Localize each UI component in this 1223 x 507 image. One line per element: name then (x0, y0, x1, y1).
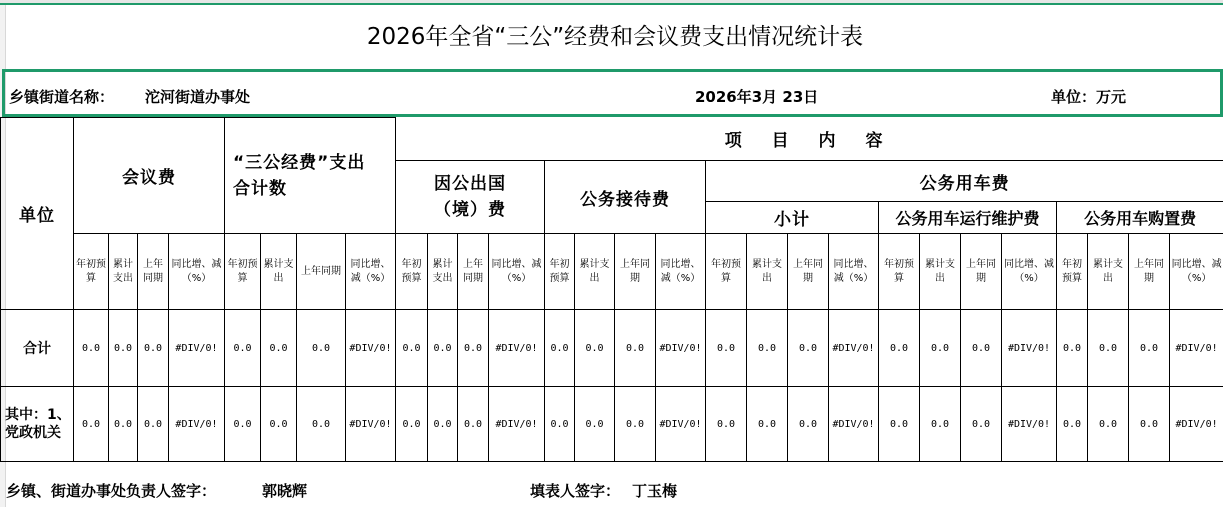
value-cell[interactable]: 0.0 (109, 387, 138, 462)
value-cell[interactable]: 0.0 (575, 387, 615, 462)
value-cell[interactable]: 0.0 (396, 310, 428, 387)
header-vehicle-purchase: 公务用车购置费 (1057, 202, 1223, 234)
header-overseas: 因公出国（境）费 (396, 161, 545, 234)
value-cell[interactable]: 0.0 (879, 310, 920, 387)
value-cell[interactable]: 0.0 (575, 310, 615, 387)
subheader-cell: 年初预算 (1057, 234, 1088, 310)
row-label[interactable]: 合计 (1, 310, 74, 387)
value-cell[interactable]: 0.0 (788, 310, 829, 387)
value-cell[interactable]: 0.0 (74, 310, 109, 387)
value-cell[interactable]: 0.0 (225, 310, 261, 387)
subheader-cell: 上年同期 (961, 234, 1002, 310)
value-cell[interactable]: 0.0 (788, 387, 829, 462)
value-cell[interactable]: 0.0 (920, 387, 961, 462)
subheader-cell: 年初预算 (225, 234, 261, 310)
subheader-cell: 上年同期 (297, 234, 346, 310)
header-vehicle: 公务用车费 (706, 161, 1223, 202)
subheader-cell: 累计支出 (109, 234, 138, 310)
value-cell[interactable]: #DIV/0! (169, 310, 225, 387)
subheader-cell: 年初预算 (74, 234, 109, 310)
subheader-cell: 上年同期 (788, 234, 829, 310)
value-cell[interactable]: 0.0 (706, 387, 747, 462)
header-sangong-total: “三公经费”支出 合计数 (225, 118, 396, 234)
subheader-cell: 累计支出 (747, 234, 788, 310)
subheader-cell: 年初预算 (879, 234, 920, 310)
value-cell[interactable]: #DIV/0! (489, 387, 545, 462)
value-cell[interactable]: #DIV/0! (346, 310, 396, 387)
value-cell[interactable]: #DIV/0! (169, 387, 225, 462)
subheader-cell: 年初预算 (396, 234, 428, 310)
value-cell[interactable]: 0.0 (74, 387, 109, 462)
info-row-selected[interactable] (2, 69, 1223, 117)
column-header-strip (0, 0, 1223, 5)
value-cell[interactable]: 0.0 (138, 310, 169, 387)
subheader-cell: 年初预算 (545, 234, 575, 310)
value-cell[interactable]: 0.0 (458, 310, 489, 387)
value-cell[interactable]: 0.0 (615, 387, 656, 462)
report-date: 2026年3月 23日 (695, 88, 819, 106)
value-cell[interactable]: 0.0 (706, 310, 747, 387)
subheader-cell: 累计支出 (1088, 234, 1129, 310)
subheader-cell: 同比增、减（%） (1170, 234, 1223, 310)
district-value: 沱河街道办事处 (145, 88, 251, 106)
value-cell[interactable]: 0.0 (920, 310, 961, 387)
filler-signature-name: 丁玉梅 (632, 482, 678, 500)
header-reception: 公务接待费 (545, 161, 706, 234)
value-cell[interactable]: #DIV/0! (1002, 310, 1057, 387)
value-cell[interactable]: 0.0 (297, 310, 346, 387)
subheader-cell: 同比增、减（%） (489, 234, 545, 310)
value-cell[interactable]: 0.0 (261, 310, 297, 387)
table-row (1, 387, 1223, 462)
value-cell[interactable]: 0.0 (261, 387, 297, 462)
value-cell[interactable]: 0.0 (747, 310, 788, 387)
subheader-cell: 年初预算 (706, 234, 747, 310)
value-cell[interactable]: #DIV/0! (1170, 310, 1223, 387)
table-row (1, 310, 1223, 387)
subheader-cell: 上年同期 (458, 234, 489, 310)
subheader-cell: 累计支出 (261, 234, 297, 310)
value-cell[interactable]: 0.0 (458, 387, 489, 462)
header-unit: 单位 (1, 118, 74, 310)
value-cell[interactable]: 0.0 (109, 310, 138, 387)
leader-signature-name: 郭晓辉 (262, 482, 308, 500)
value-cell[interactable]: #DIV/0! (829, 387, 879, 462)
value-cell[interactable]: #DIV/0! (829, 310, 879, 387)
header-meeting: 会议费 (74, 118, 225, 234)
value-cell[interactable]: 0.0 (225, 387, 261, 462)
value-cell[interactable]: #DIV/0! (489, 310, 545, 387)
subheader-cell: 累计支出 (428, 234, 458, 310)
value-cell[interactable]: 0.0 (615, 310, 656, 387)
subheader-cell: 同比增、减（%） (656, 234, 706, 310)
leader-signature-label: 乡镇、街道办事处负责人签字： (6, 482, 217, 500)
value-cell[interactable]: 0.0 (1088, 387, 1129, 462)
header-vehicle-subtotal: 小计 (706, 202, 879, 234)
header-vehicle-maintenance: 公务用车运行维护费 (879, 202, 1057, 234)
subheader-cell: 同比增、减（%） (346, 234, 396, 310)
value-cell[interactable]: 0.0 (545, 310, 575, 387)
subheader-cell: 累计支出 (575, 234, 615, 310)
value-cell[interactable]: 0.0 (961, 387, 1002, 462)
value-cell[interactable]: 0.0 (1088, 310, 1129, 387)
subheader-cell: 同比增、减（%） (829, 234, 879, 310)
value-cell[interactable]: 0.0 (961, 310, 1002, 387)
value-cell[interactable]: 0.0 (428, 310, 458, 387)
subheader-cell: 上年同期 (615, 234, 656, 310)
unit-label: 单位：万元 (1051, 88, 1127, 106)
district-label: 乡镇街道名称： (9, 88, 115, 106)
subheader-cell: 同比增、减（%） (169, 234, 225, 310)
subheader-cell: 累计支出 (920, 234, 961, 310)
value-cell[interactable]: 0.0 (396, 387, 428, 462)
header-project-content: 项 目 内 容 (396, 118, 1223, 161)
row-label[interactable]: 其中：1、党政机关 (1, 387, 74, 462)
value-cell[interactable]: 0.0 (1057, 387, 1088, 462)
value-cell[interactable]: 0.0 (747, 387, 788, 462)
value-cell[interactable]: 0.0 (1057, 310, 1088, 387)
value-cell[interactable]: #DIV/0! (346, 387, 396, 462)
value-cell[interactable]: 0.0 (879, 387, 920, 462)
value-cell[interactable]: #DIV/0! (656, 387, 706, 462)
subheader-cell: 上年同期 (1129, 234, 1170, 310)
subheader-cell: 同比增、减（%） (1002, 234, 1057, 310)
value-cell[interactable]: #DIV/0! (1002, 387, 1057, 462)
value-cell[interactable]: 0.0 (1129, 310, 1170, 387)
value-cell[interactable]: #DIV/0! (1170, 387, 1223, 462)
value-cell[interactable]: #DIV/0! (656, 310, 706, 387)
value-cell[interactable]: 0.0 (138, 387, 169, 462)
statistics-table (0, 117, 1223, 462)
subheader-cell: 上年同期 (138, 234, 169, 310)
page-title: 2026年全省“三公”经费和会议费支出情况统计表 (366, 24, 864, 50)
value-cell[interactable]: 0.0 (545, 387, 575, 462)
value-cell[interactable]: 0.0 (428, 387, 458, 462)
value-cell[interactable]: 0.0 (1129, 387, 1170, 462)
filler-signature-label: 填表人签字： (530, 482, 621, 500)
value-cell[interactable]: 0.0 (297, 387, 346, 462)
